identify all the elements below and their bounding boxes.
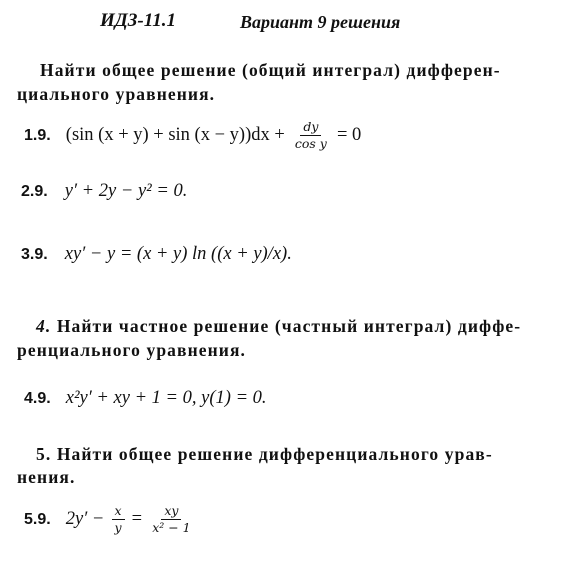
task4-text-line2: ренциального уравнения. bbox=[17, 340, 247, 360]
problem-4-number: 4.9. bbox=[24, 390, 51, 407]
problem-3-equation: xy′ − y = (x + y) ln ((x + y)/x). bbox=[64, 244, 292, 264]
problem-5-frac1-denominator: y bbox=[114, 519, 122, 535]
problem-5-fraction-2 bbox=[149, 504, 193, 535]
problem-1-fraction bbox=[292, 120, 330, 151]
problem-4-equation: x²y′ + xy + 1 = 0, y(1) = 0. bbox=[65, 388, 267, 408]
problem-2-row bbox=[21, 181, 187, 202]
problem-2-number: 2.9. bbox=[21, 183, 48, 200]
problem-1-frac-numerator: dy bbox=[300, 120, 321, 136]
problem-5-frac2-numerator: xy bbox=[161, 504, 181, 520]
problem-1-number: 1.9. bbox=[24, 126, 51, 144]
problem-5-row bbox=[24, 504, 196, 535]
problem-1-eq-left: (sin (x + y) + sin (x − y))dx + bbox=[65, 124, 285, 145]
task5-text-line1: Найти общее решение дифференциального урав- bbox=[56, 444, 493, 464]
problem-3-number: 3.9. bbox=[21, 246, 48, 263]
task4-text-line1: Найти частное решение (частный интеграл) диффе- bbox=[56, 316, 522, 336]
task1-text-line2: циального уравнения. bbox=[17, 84, 216, 104]
problem-2-equation: y′ + 2y − y² = 0. bbox=[64, 181, 188, 201]
problem-5-number: 5.9. bbox=[24, 510, 51, 528]
task4-line1 bbox=[36, 316, 521, 337]
problem-1-frac-denominator: cos y bbox=[294, 135, 327, 151]
header-variant: Вариант 9 решения bbox=[240, 12, 401, 32]
task5-text-line2: нения. bbox=[17, 467, 76, 487]
problem-4-row bbox=[24, 388, 267, 409]
problem-3-row bbox=[21, 244, 292, 265]
problem-5-eq-left: 2y′ − bbox=[65, 508, 105, 529]
task5-line1 bbox=[36, 444, 493, 465]
problem-5-fraction-1 bbox=[112, 504, 125, 535]
problem-1-row bbox=[24, 120, 361, 151]
task5-number: 5. bbox=[36, 444, 52, 464]
header-code: ИДЗ-11.1 bbox=[100, 10, 176, 31]
task1-text-line1: Найти общее решение (общий интеграл) дифферен- bbox=[40, 60, 501, 80]
problem-5-frac1-numerator: x bbox=[112, 504, 125, 520]
problem-5-eq-mid: = bbox=[131, 508, 143, 529]
problem-5-frac2-denominator: x² − 1 bbox=[152, 519, 191, 535]
task4-number: 4. bbox=[36, 316, 52, 336]
problem-1-eq-right: = 0 bbox=[336, 124, 362, 145]
